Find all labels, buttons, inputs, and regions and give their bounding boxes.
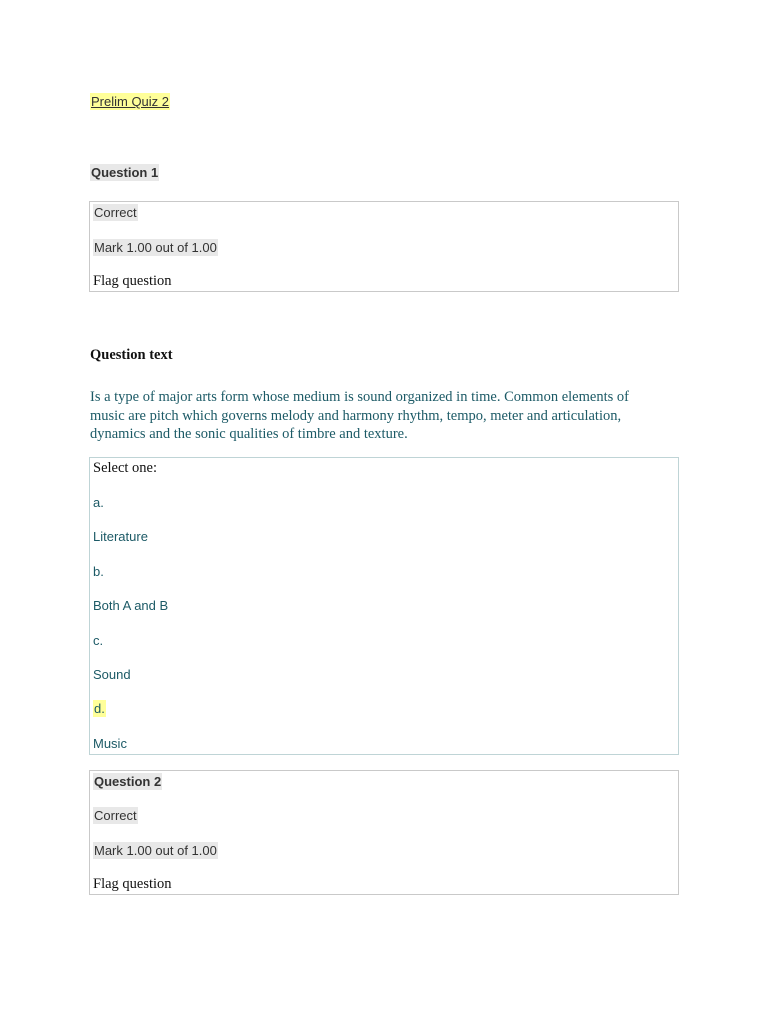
question-text-body: Is a type of major arts form whose medium is sound organized in time. Common elements of music are pitch which governs melody and harmony rhythm, tempo, meter and articulation, dynamics and the sonic qualities of timbre and texture.	[90, 389, 629, 442]
question-2-heading	[93, 774, 162, 789]
question-1-status-text: Correct	[94, 205, 137, 220]
option-d-text[interactable]: Music	[93, 736, 127, 751]
question-1-heading	[90, 165, 159, 180]
select-one-label: Select one:	[93, 460, 158, 476]
question-2-status	[93, 808, 138, 823]
question-1-info-box	[89, 201, 679, 292]
question-1-heading-text: Question 1	[91, 165, 159, 180]
quiz-title[interactable]	[90, 94, 170, 109]
option-b-letter[interactable]: b.	[93, 564, 104, 579]
question-2-flag[interactable]	[93, 876, 172, 893]
option-c-text[interactable]: Sound	[93, 667, 131, 682]
question-2-mark-text: Mark 1.00 out of 1.00	[94, 843, 217, 858]
question-2-info-box	[89, 770, 679, 895]
question-2-status-text: Correct	[94, 808, 137, 823]
option-c-letter[interactable]: c.	[93, 633, 104, 648]
option-b-text[interactable]: Both A and B	[93, 598, 169, 613]
flag-question-link[interactable]: Flag question	[93, 273, 172, 289]
question-2-heading-text: Question 2	[94, 774, 162, 789]
option-a-text[interactable]: Literature	[93, 529, 148, 544]
quiz-title-link[interactable]: Prelim Quiz 2	[91, 94, 170, 109]
question-1-flag[interactable]	[93, 273, 172, 290]
question-text-heading: Question text	[90, 347, 173, 363]
question-2-mark	[93, 843, 218, 858]
option-d-letter-text[interactable]: d.	[94, 701, 105, 716]
flag-question-link-2[interactable]: Flag question	[93, 876, 172, 892]
question-1-status	[93, 205, 138, 220]
question-1-mark-text: Mark 1.00 out of 1.00	[94, 240, 217, 255]
option-d-letter[interactable]	[93, 701, 106, 716]
option-a-letter[interactable]: a.	[93, 495, 104, 510]
question-1-mark	[93, 240, 218, 255]
answer-box	[89, 457, 679, 755]
